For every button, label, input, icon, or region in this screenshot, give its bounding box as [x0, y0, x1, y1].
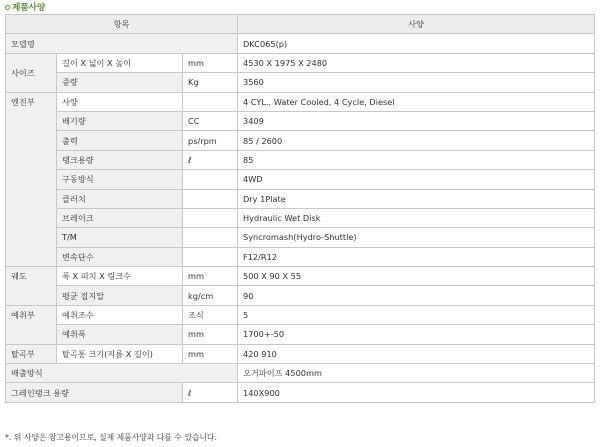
row-group: 예취부 [6, 305, 57, 344]
section-title [5, 1, 45, 13]
row-label: 모델명 [6, 34, 238, 53]
table-row [6, 170, 595, 189]
section-title-text: 제품사양 [12, 3, 46, 13]
row-value: 3560 [238, 73, 595, 92]
row-value: 85 / 2600 [238, 131, 595, 150]
table-row [6, 228, 595, 247]
row-value: 3409 [238, 111, 595, 130]
row-group: 탈곡부 [6, 344, 57, 363]
row-item: T/M [57, 228, 183, 247]
row-unit: CC [183, 111, 238, 130]
row-item: 클러치 [57, 189, 183, 208]
table-row [6, 208, 595, 227]
row-value: Dry 1Plate [238, 189, 595, 208]
row-group: 궤도 [6, 267, 57, 306]
row-unit: kg/cm [183, 286, 238, 305]
row-value: 420 910 [238, 344, 595, 363]
row-unit [183, 228, 238, 247]
row-value: 4 CYL., Water Cooled, 4 Cycle, Diesel [238, 92, 595, 111]
row-value: 85 [238, 150, 595, 169]
row-value: 500 X 90 X 55 [238, 267, 595, 286]
table-row [6, 383, 595, 402]
row-unit: ps/rpm [183, 131, 238, 150]
table-row [6, 53, 595, 72]
row-value: 90 [238, 286, 595, 305]
row-value: 5 [238, 305, 595, 324]
bullet-icon [5, 5, 10, 10]
row-label: 배출방식 [6, 364, 238, 383]
row-unit: mm [183, 325, 238, 344]
table-row [6, 73, 595, 92]
row-item: 배기량 [57, 111, 183, 130]
row-value: 140X900 [238, 383, 595, 402]
table-row [6, 286, 595, 305]
footnote: *. 위 사양은 참고용이므로, 실제 제품사양과 다를 수 있습니다. [5, 433, 217, 442]
row-unit: mm [183, 53, 238, 72]
row-group: 엔진부 [6, 92, 57, 267]
table-row [6, 247, 595, 266]
table-header-row [6, 15, 595, 34]
row-value: 1700+-50 [238, 325, 595, 344]
row-value: DKC065(p) [238, 34, 595, 53]
row-unit: Kg [183, 73, 238, 92]
row-item: 중량 [57, 73, 183, 92]
row-value: F12/R12 [238, 247, 595, 266]
row-unit [183, 208, 238, 227]
table-row [6, 131, 595, 150]
row-item: 브레이크 [57, 208, 183, 227]
row-unit [183, 247, 238, 266]
table-row [6, 267, 595, 286]
table-row [6, 344, 595, 363]
row-item: 변속단수 [57, 247, 183, 266]
row-unit: ℓ [183, 150, 238, 169]
table-row [6, 150, 595, 169]
table-row [6, 34, 595, 53]
row-value: Syncromash(Hydro-Shuttle) [238, 228, 595, 247]
table-row [6, 189, 595, 208]
row-value: 4530 X 1975 X 2480 [238, 53, 595, 72]
row-value: 오거파이프 4500mm [238, 364, 595, 383]
row-value: Hydraulic Wet Disk [238, 208, 595, 227]
row-item: 출력 [57, 131, 183, 150]
row-item: 사양 [57, 92, 183, 111]
row-item: 예취조수 [57, 305, 183, 324]
row-unit [183, 92, 238, 111]
table-row [6, 111, 595, 130]
header-spec: 사양 [238, 15, 595, 34]
row-unit: ℓ [183, 383, 238, 402]
row-unit: mm [183, 267, 238, 286]
table-row [6, 325, 595, 344]
row-value: 4WD [238, 170, 595, 189]
table-row [6, 305, 595, 324]
row-unit: 조식 [183, 305, 238, 324]
row-group: 사이즈 [6, 53, 57, 92]
row-item: 예취폭 [57, 325, 183, 344]
row-unit [183, 189, 238, 208]
row-item: 구동방식 [57, 170, 183, 189]
table-row [6, 92, 595, 111]
row-unit [183, 170, 238, 189]
row-item: 평균 접지압 [57, 286, 183, 305]
row-item: 길이 X 넓이 X 높이 [57, 53, 183, 72]
table-row [6, 364, 595, 383]
row-unit: mm [183, 344, 238, 363]
row-item: 탱크용량 [57, 150, 183, 169]
row-label: 그레인탱크 용량 [6, 383, 183, 402]
spec-table [5, 14, 595, 403]
row-item: 폭 X 피치 X 링크수 [57, 267, 183, 286]
row-item: 탈곡통 크기(지름 X 길이) [57, 344, 183, 363]
header-item: 항목 [6, 15, 238, 34]
